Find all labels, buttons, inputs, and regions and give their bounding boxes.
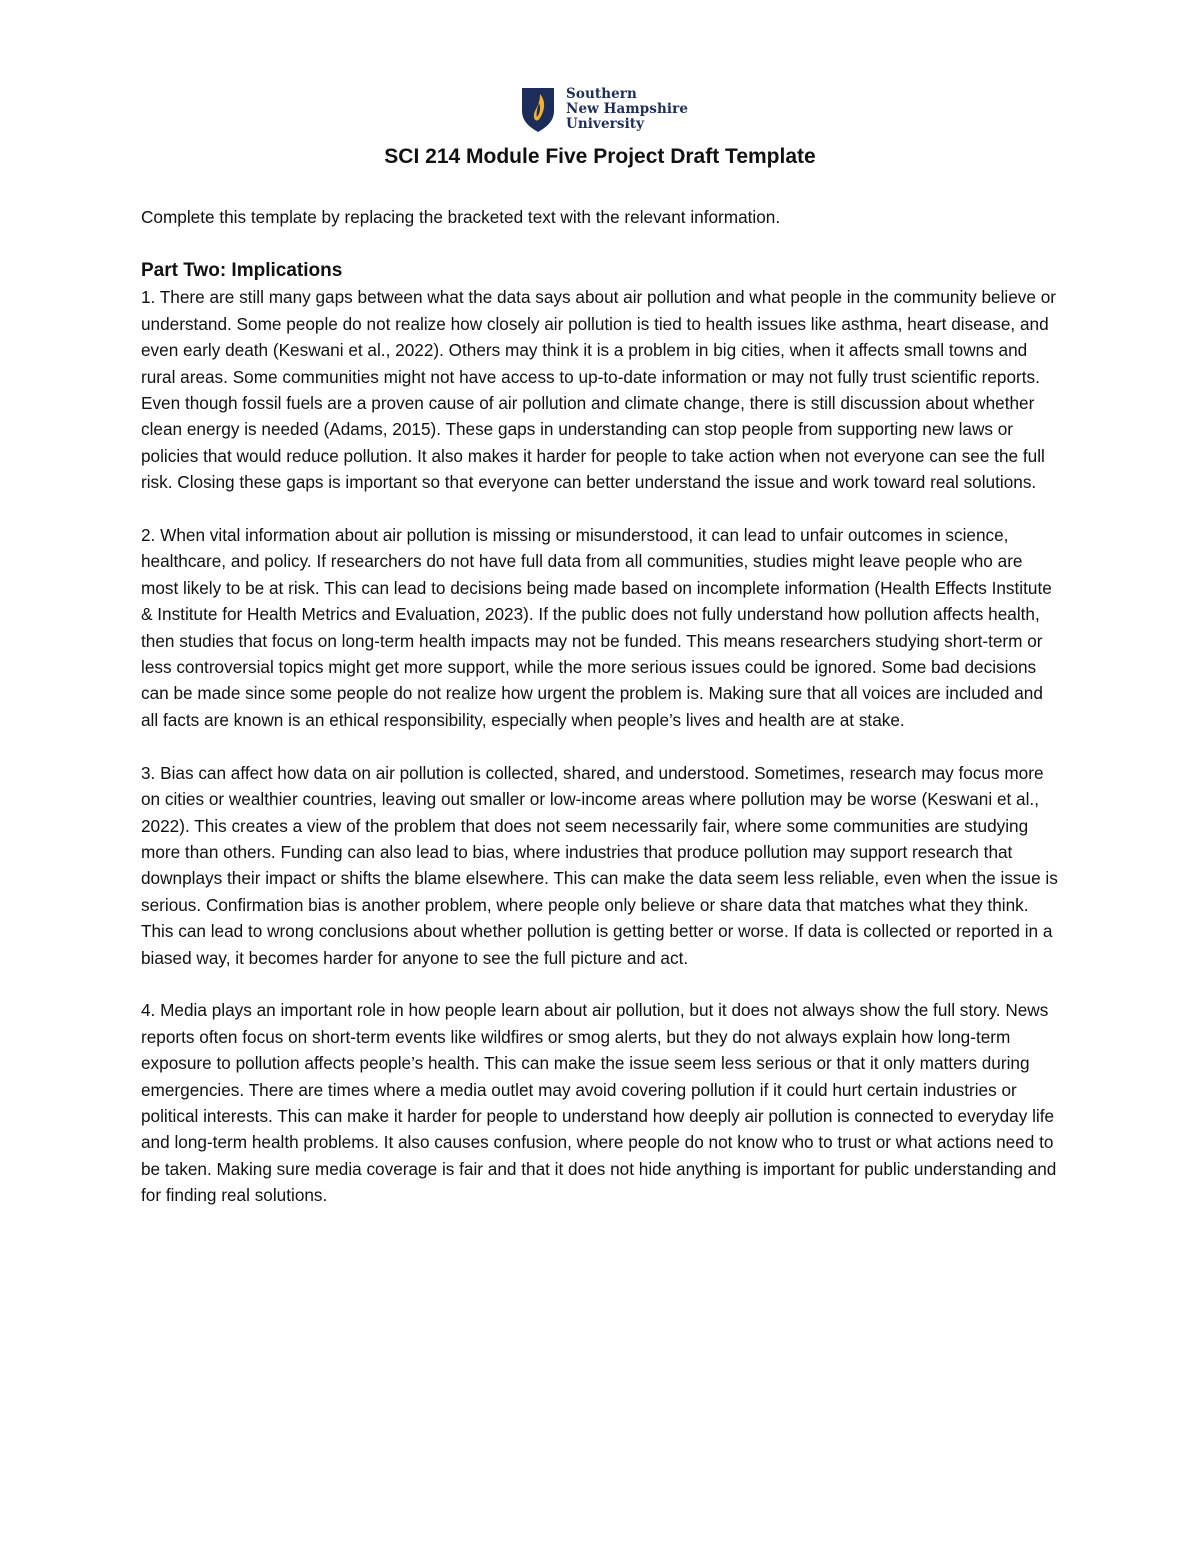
logo-line-3: University — [566, 115, 645, 132]
intro-instructions: Complete this template by replacing the bracketed text with the relevant information. — [141, 207, 781, 227]
logo-line-2: New Hampshire — [566, 100, 689, 117]
shield-flame-icon — [520, 85, 556, 133]
university-logo — [520, 84, 690, 134]
document-title: SCI 214 Module Five Project Draft Template — [384, 145, 816, 168]
paragraph-3: 3. Bias can affect how data on air pollution is collected, shared, and understood. Sometimes, research may focus more on cities or wealthier countries, leaving out smaller or low-income areas where pollution may be worse (Keswani et al., 2022). This creates a view of the problem that does not seem necessarily fair, where some communities are studying more than others. Funding can also lead to bias, where industries that produce pollution may support research that downplays their impact or shifts the blame elsewhere. This can make the data seem less reliable, even when the issue is serious. Confirmation bias is another problem, where people only believe or share data that matches what they think. This can lead to wrong conclusions about whether pollution is getting better or worse. If data is collected or reported in a biased way, it becomes harder for anyone to see the full picture and act. — [141, 762, 1058, 968]
logo-wordmark — [566, 87, 688, 132]
paragraph-4: 4. Media plays an important role in how people learn about air pollution, but it does not always show the full story. News reports often focus on short-term events like wildfires or smog alerts, but they do not always explain how long-term exposure to pollution affects people’s health. This can make the issue seem less serious or that it only matters during emergencies. There are times where a media outlet may avoid covering pollution if it could hurt certain industries or political interests. This can make it harder for people to understand how deeply air pollution is connected to everyday life and long-term health problems. It also causes confusion, where people do not know who to trust or what actions need to be taken. Making sure media coverage is fair and that it does not hide anything is important for public understanding and for finding real solutions. — [141, 1000, 1057, 1206]
paragraph-2: 2. When vital information about air pollution is missing or misunderstood, it can lead to unfair outcomes in science, healthcare, and policy. If researchers do not have full data from all communities, studies might leave people who are most likely to be at risk. This can lead to decisions being made based on incomplete information (Health Effects Institute & Institute for Health Metrics and Evaluation, 2023). If the public does not fully understand how pollution affects health, then studies that focus on long-term health impacts may not be funded. This means researchers studying short-term or less controversial topics might get more support, while the more serious issues could be ignored. Some bad decisions can be made since some people do not realize how urgent the problem is. Making sure that all voices are included and all facts are known is an ethical responsibility, especially when people’s lives and health are at stake. — [141, 525, 1052, 730]
paragraph-1: 1. There are still many gaps between what the data says about air pollution and what people in the community believe or understand. Some people do not realize how closely air pollution is tied to health issues like asthma, heart disease, and even early death (Keswani et al., 2022). Others may think it is a problem in big cities, when it affects small towns and rural areas. Some communities might not have access to up-to-date information or may not fully trust scientific reports. Even though fossil fuels are a proven cause of air pollution and climate change, there is still discussion about whether clean energy is needed (Adams, 2015). These gaps in understanding can stop people from supporting new laws or policies that would reduce pollution. It also makes it harder for people to take action when not everyone can see the full risk. Closing these gaps is important so that everyone can better understand the issue and work toward real solutions. — [141, 287, 1056, 493]
section-heading: Part Two: Implications — [141, 260, 343, 282]
logo-line-1: Southern — [566, 85, 637, 102]
document-body — [141, 204, 1061, 1235]
